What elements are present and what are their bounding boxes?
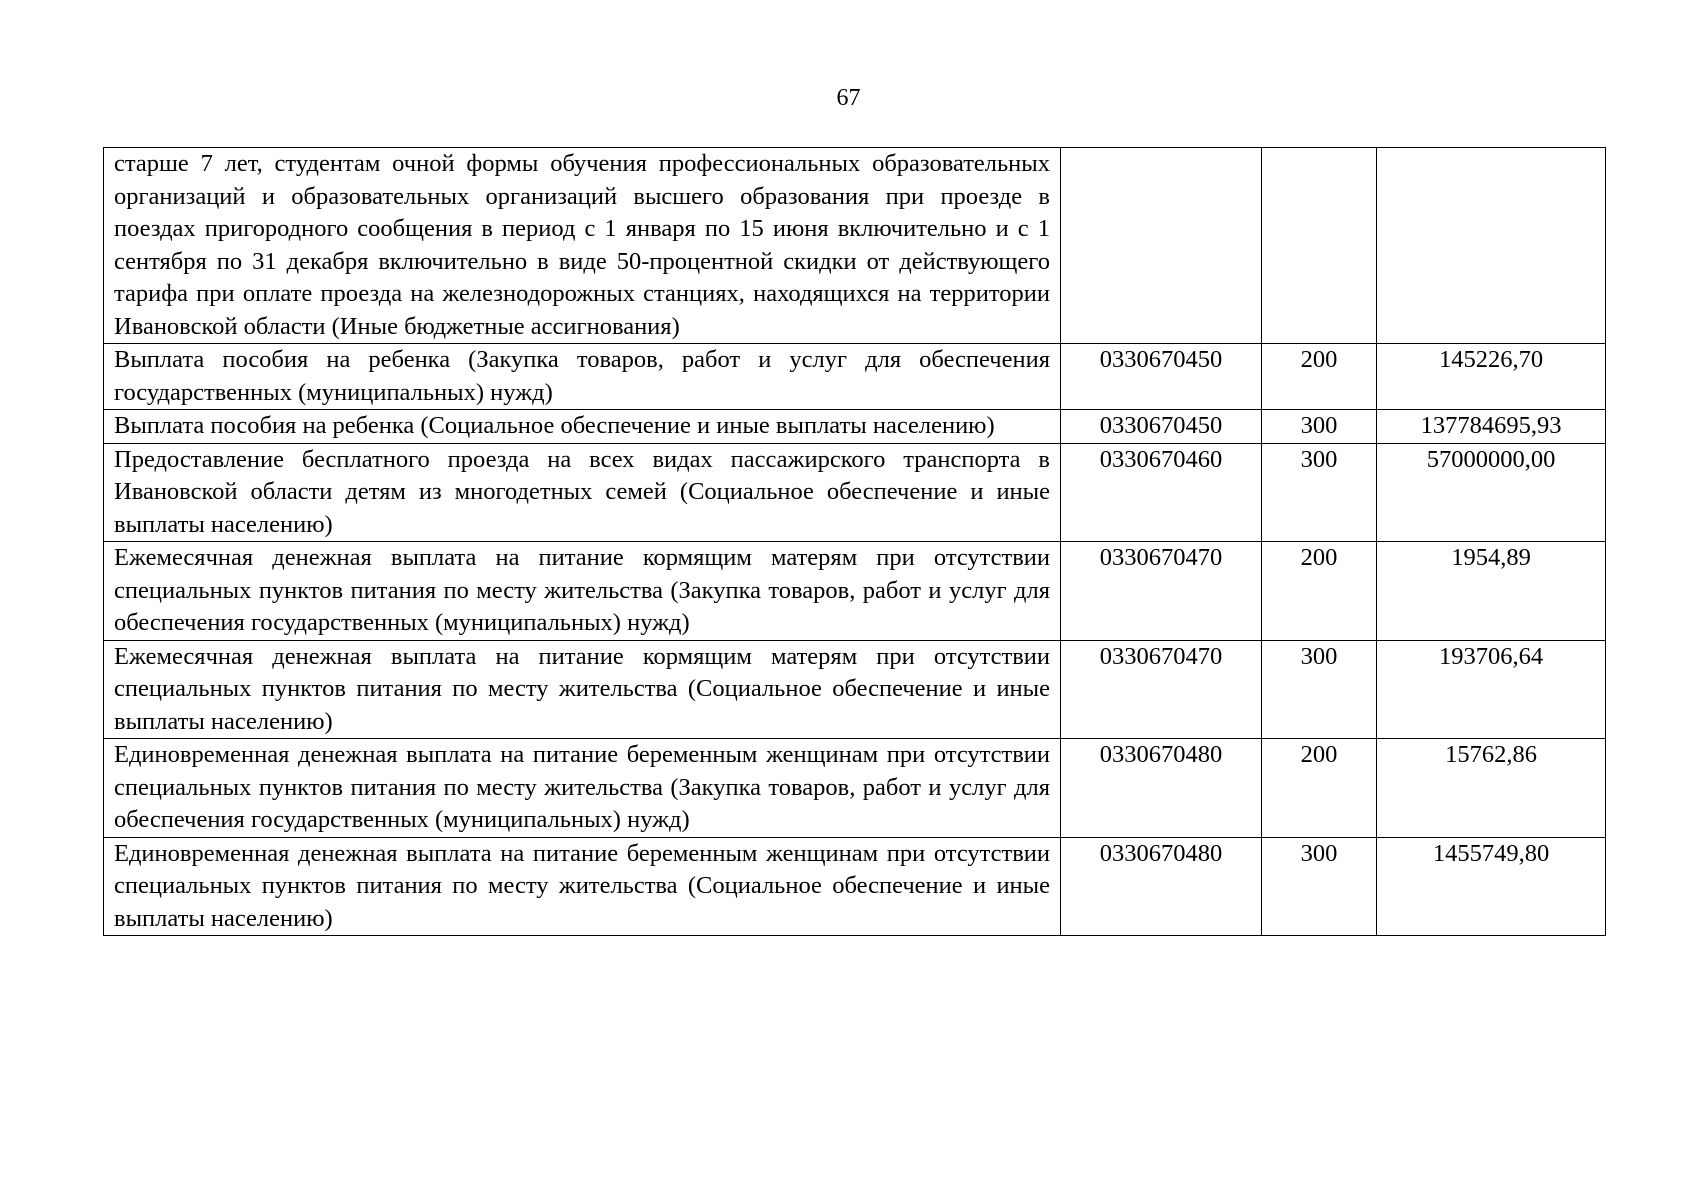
- row-description: Выплата пособия на ребенка (Закупка товаров, работ и услуг для обеспечения государственных (муниципальных) нужд): [104, 344, 1061, 410]
- row-description: Предоставление бесплатного проезда на всех видах пассажирского транспорта в Ивановской области детям из многодетных семей (Социальное обеспечение и иные выплаты населению): [104, 443, 1061, 542]
- row-description: Ежемесячная денежная выплата на питание кормящим матерям при отсутствии специальных пунктов питания по месту жительства (Социальное обеспечение и иные выплаты населению): [104, 640, 1061, 739]
- row-expense-type: 200: [1262, 739, 1377, 838]
- row-target-code: 0330670470: [1061, 542, 1262, 641]
- table-row: [104, 410, 1606, 444]
- row-amount: 137784695,93: [1377, 410, 1606, 444]
- row-target-code: [1061, 148, 1262, 344]
- row-amount: [1377, 148, 1606, 344]
- table-row: [104, 542, 1606, 641]
- row-description: Выплата пособия на ребенка (Социальное обеспечение и иные выплаты населению): [104, 410, 1061, 444]
- row-target-code: 0330670460: [1061, 443, 1262, 542]
- row-description: старше 7 лет, студентам очной формы обучения профессиональных образовательных организаций и образовательных организаций высшего образования при проезде в поездах пригородного сообщения в период с 1 января по 15 июня включительно и с 1 сентября по 31 декабря включительно в виде 50-процентной скидки от действующего тарифа при оплате проезда на железнодорожных станциях, находящихся на территории Ивановской области (Иные бюджетные ассигнования): [104, 148, 1061, 344]
- row-target-code: 0330670450: [1061, 344, 1262, 410]
- row-description: Единовременная денежная выплата на питание беременным женщинам при отсутствии специальных пунктов питания по месту жительства (Закупка товаров, работ и услуг для обеспечения государственных (муниципальных) нужд): [104, 739, 1061, 838]
- row-description: Ежемесячная денежная выплата на питание кормящим матерям при отсутствии специальных пунктов питания по месту жительства (Закупка товаров, работ и услуг для обеспечения государственных (муниципальных) нужд): [104, 542, 1061, 641]
- table-row: [104, 640, 1606, 739]
- row-amount: 1954,89: [1377, 542, 1606, 641]
- row-expense-type: 200: [1262, 542, 1377, 641]
- row-amount: 193706,64: [1377, 640, 1606, 739]
- row-amount: 1455749,80: [1377, 837, 1606, 936]
- table-row: [104, 344, 1606, 410]
- row-target-code: 0330670480: [1061, 739, 1262, 838]
- table-row: [104, 148, 1606, 344]
- budget-table: [103, 147, 1606, 936]
- table-row: [104, 739, 1606, 838]
- row-expense-type: 300: [1262, 443, 1377, 542]
- table-row: [104, 443, 1606, 542]
- row-target-code: 0330670480: [1061, 837, 1262, 936]
- row-target-code: 0330670450: [1061, 410, 1262, 444]
- row-target-code: 0330670470: [1061, 640, 1262, 739]
- row-amount: 57000000,00: [1377, 443, 1606, 542]
- row-expense-type: 200: [1262, 344, 1377, 410]
- row-expense-type: 300: [1262, 640, 1377, 739]
- row-expense-type: [1262, 148, 1377, 344]
- row-amount: 15762,86: [1377, 739, 1606, 838]
- row-amount: 145226,70: [1377, 344, 1606, 410]
- row-description: Единовременная денежная выплата на питание беременным женщинам при отсутствии специальных пунктов питания по месту жительства (Социальное обеспечение и иные выплаты населению): [104, 837, 1061, 936]
- row-expense-type: 300: [1262, 410, 1377, 444]
- table-row: [104, 837, 1606, 936]
- page-number: 67: [836, 85, 861, 111]
- row-expense-type: 300: [1262, 837, 1377, 936]
